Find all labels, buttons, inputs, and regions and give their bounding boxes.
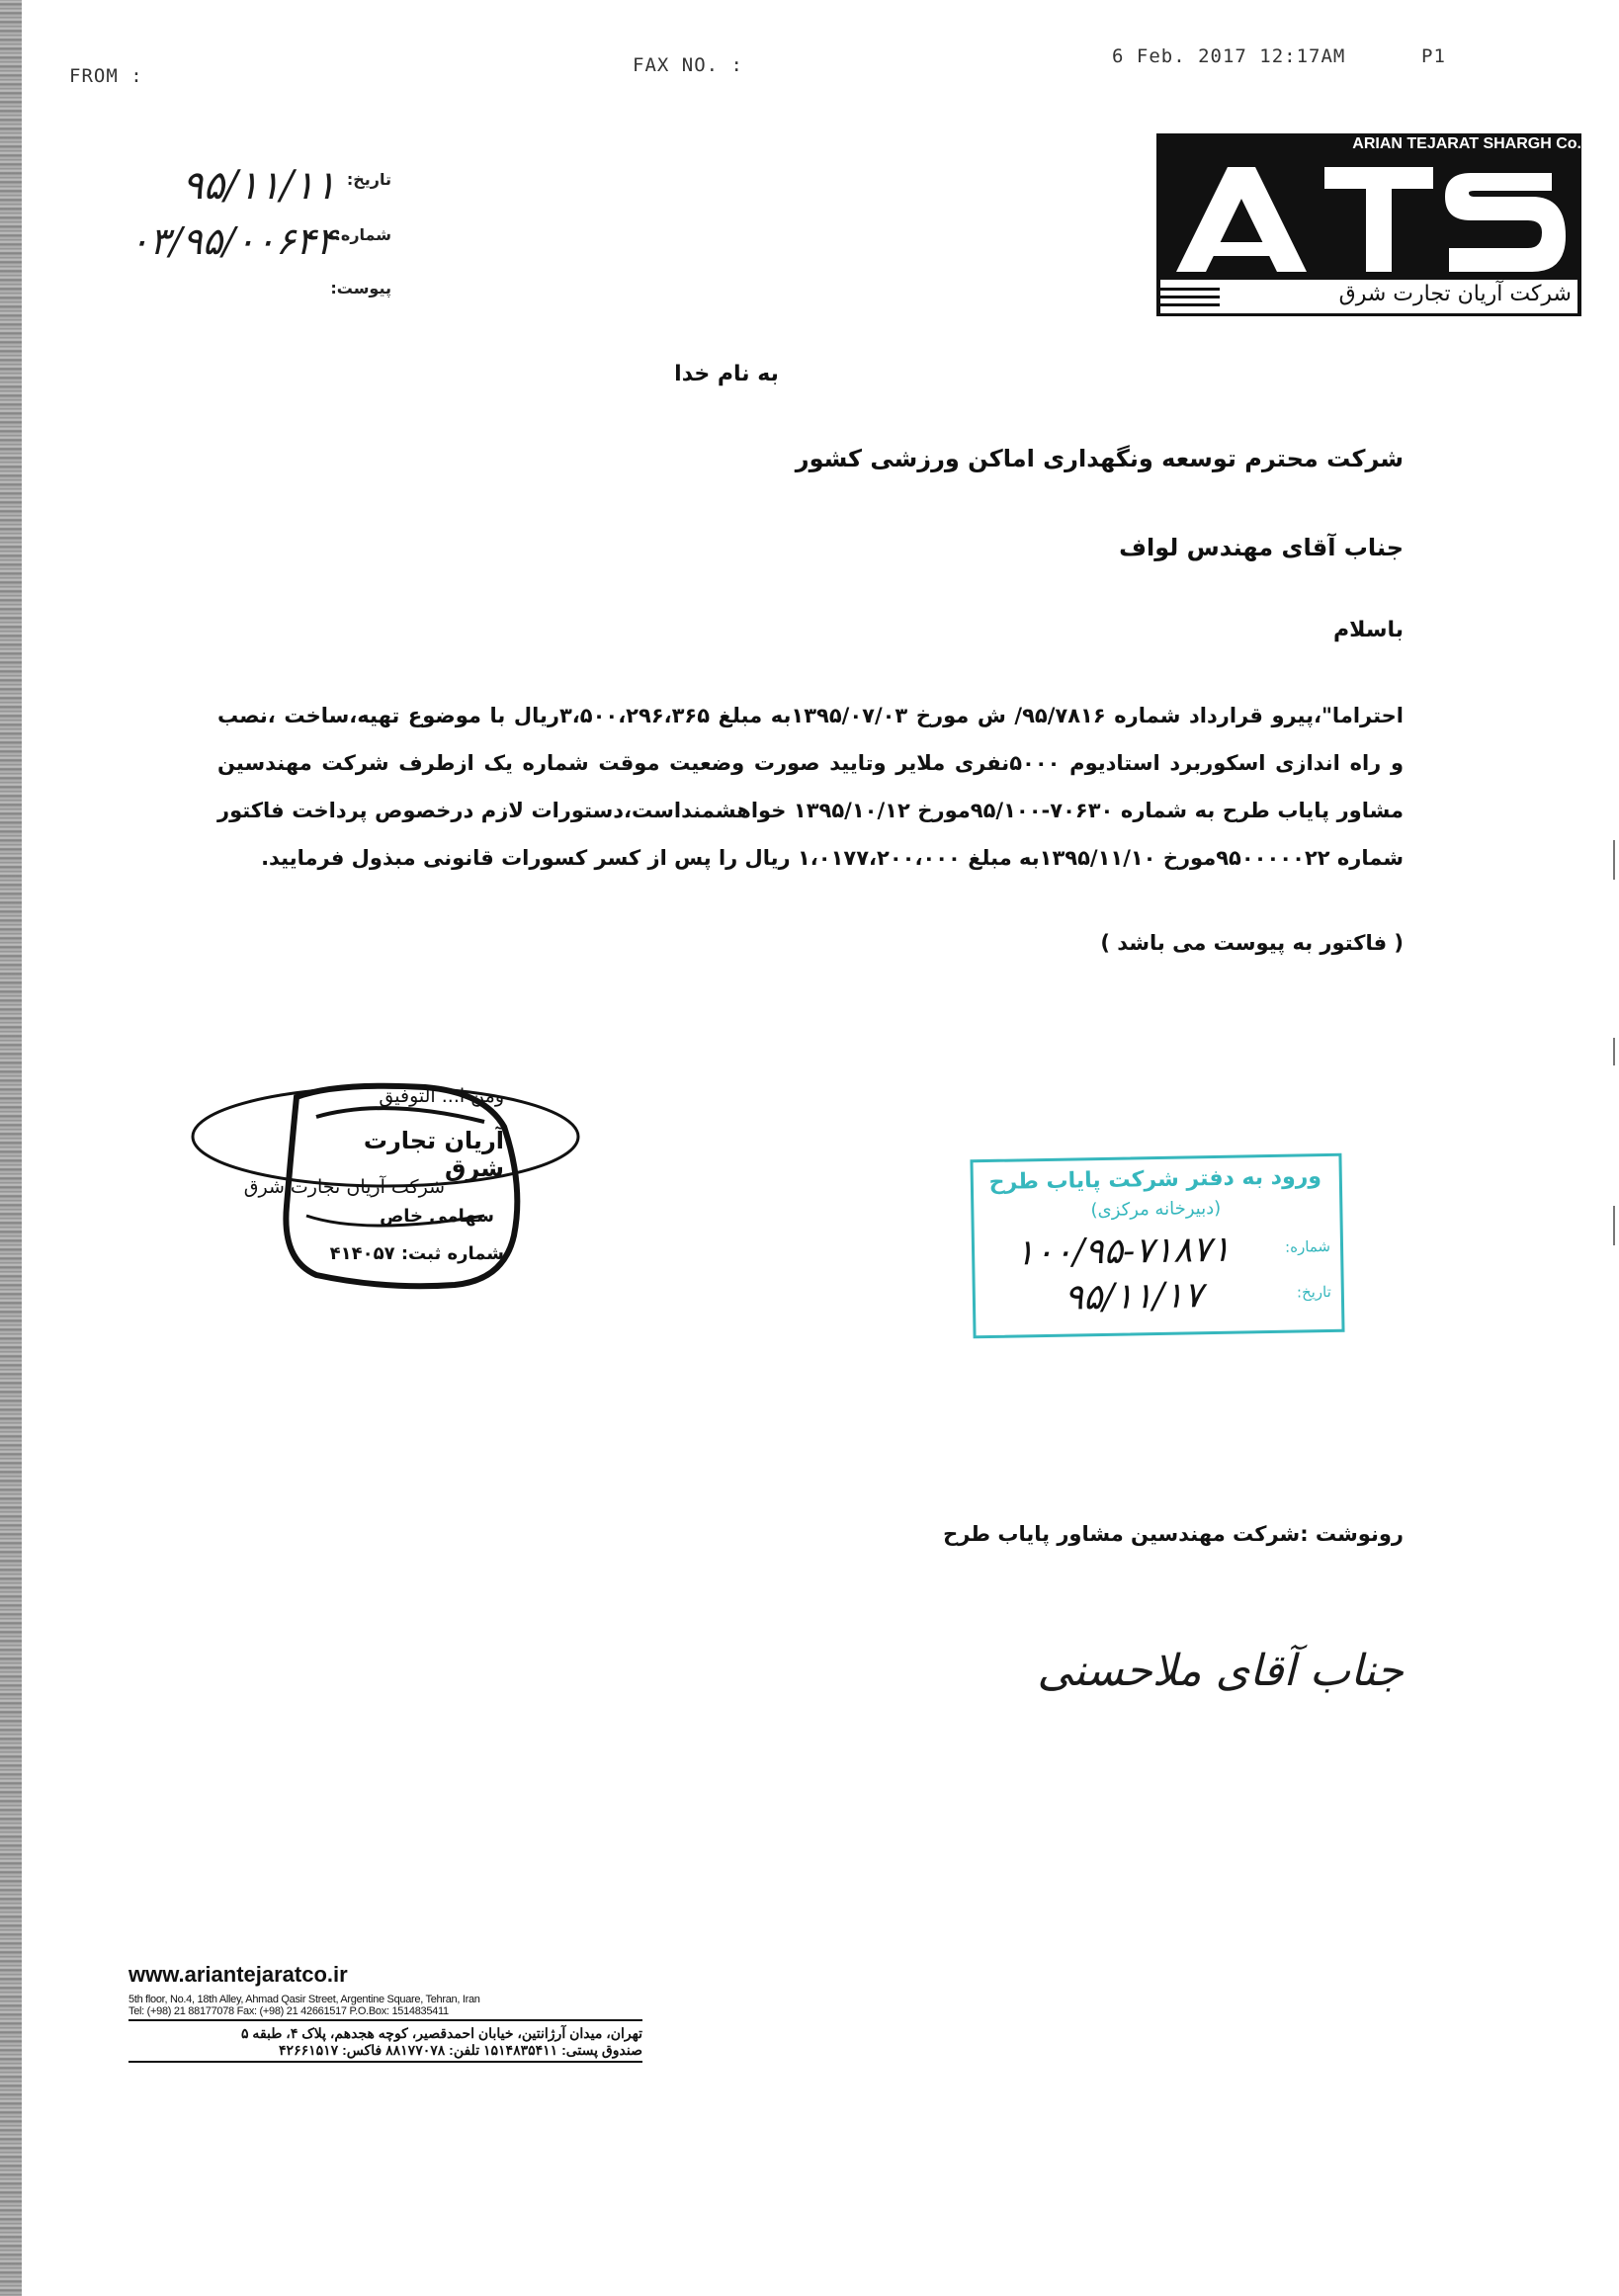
scan-left-edge	[0, 0, 22, 2296]
attachment-note: ( فاکتور به پیوست می باشد )	[1100, 931, 1404, 955]
receipt-stamp-title: ورود به دفتر شرکت پایاب طرح	[988, 1164, 1322, 1195]
fax-page-number: P1	[1421, 45, 1446, 67]
contacts-english: Tel: (+98) 21 88177078 Fax: (+98) 21 42661517 P.O.Box: 1514835411	[128, 2005, 642, 2021]
company-logo	[1156, 133, 1581, 316]
scan-right-mark	[1613, 1206, 1615, 1245]
receipt-date-label: تاریخ:	[1296, 1282, 1331, 1302]
receipt-number-label: شماره:	[1284, 1236, 1331, 1256]
receipt-number-handwritten: ۱۰۰/۹۵-۷۱۸۷۱	[1014, 1229, 1232, 1274]
letterhead-footer	[128, 1962, 642, 2063]
address-persian: تهران، میدان آرژانتین، خیابان احمدقصیر، کوچه هجدهم، پلاک ۴، طبقه ۵	[241, 2025, 642, 2041]
date-label: تاریخ:	[346, 170, 391, 189]
receipt-date-handwritten: ۹۵/۱۱/۱۷	[1064, 1275, 1204, 1318]
number-handwritten: ۰۳/۹۵/۰۰۶۴۴	[128, 219, 336, 263]
signature-company-line: شرکت آریان تجارت شرق	[243, 1176, 445, 1198]
number-label: شماره:	[334, 225, 391, 244]
fax-datetime: 6 Feb. 2017 12:17AM	[1112, 45, 1346, 67]
company-signature-stamp	[188, 1067, 583, 1295]
recipient-company: شرکت محترم توسعه ونگهداری اماکن ورزشی کشور	[795, 445, 1404, 472]
attachment-label: پیوست:	[330, 279, 391, 298]
contacts-persian: صندوق پستی: ۱۵۱۴۸۳۵۴۱۱ تلفن: ۸۸۱۷۷۰۷۸ فاکس: ۴۲۶۶۱۵۱۷	[128, 2042, 642, 2063]
carbon-copy: رونوشت :شرکت مهندسین مشاور پایاب طرح	[943, 1522, 1404, 1546]
logo-persian-name: شرکت آریان تجارت شرق	[1338, 282, 1572, 306]
receipt-stamp-subtitle: (دبیرخانه مرکزی)	[1090, 1197, 1222, 1222]
date-handwritten: ۹۵/۱۱/۱۱	[182, 163, 336, 209]
handwritten-cc-name: جناب آقای ملاحسنی	[1037, 1646, 1404, 1696]
company-website: www.ariantejaratco.ir	[128, 1962, 348, 1987]
greeting: باسلام	[1333, 618, 1404, 642]
scan-right-mark	[1613, 1038, 1615, 1065]
stamp-registration-number: شماره ثبت: ۴۱۴۰۵۷	[329, 1243, 504, 1264]
scan-right-mark	[1613, 840, 1615, 880]
fax-from-label: FROM :	[69, 65, 143, 87]
letter-body: احتراما"،پیرو قرارداد شماره ۹۵/۷۸۱۶/ ش مورخ ۱۳۹۵/۰۷/۰۳به مبلغ ۳،۵۰۰،۲۹۶،۳۶۵ریال با موضوع تهیه،ساخت ،نصب و راه اندازی اسکوربرد استادیوم ۵۰۰۰نفری ملایر وتایید صورت وضعیت موقت شماره یک ازطرف شرکت مهندسین مشاور پایاب طرح به شماره ۷۰۶۳۰-۹۵/۱۰۰مورخ ۱۳۹۵/۱۰/۱۲ خواهشمنداست،دستورات لازم درخصوص پرداخت فاکتور شماره ۹۵۰۰۰۰۰۲۲مورخ ۱۳۹۵/۱۱/۱۰به مبلغ ۱،۰۱۷۷،۲۰۰،۰۰۰ ریال را پس از کسر کسورات قانونی مبذول فرمایید.	[217, 704, 1404, 870]
recipient-person: جناب آقای مهندس لواف	[1119, 534, 1404, 561]
closing-phrase: ومن ا... التوفیق	[379, 1085, 504, 1107]
fax-number-label: FAX NO. :	[633, 54, 743, 76]
stamp-company-type: سهامی خاص	[380, 1206, 494, 1227]
letter-invocation: به نام خدا	[674, 362, 779, 386]
receipt-stamp	[970, 1153, 1344, 1339]
stamp-company-name: آریان تجارت شرق	[363, 1127, 504, 1182]
logo-latin-name: ARIAN TEJARAT SHARGH Co.	[1352, 135, 1581, 152]
address-english: 5th floor, No.4, 18th Alley, Ahmad Qasir Street, Argentine Square, Tehran, Iran	[128, 1994, 480, 2005]
